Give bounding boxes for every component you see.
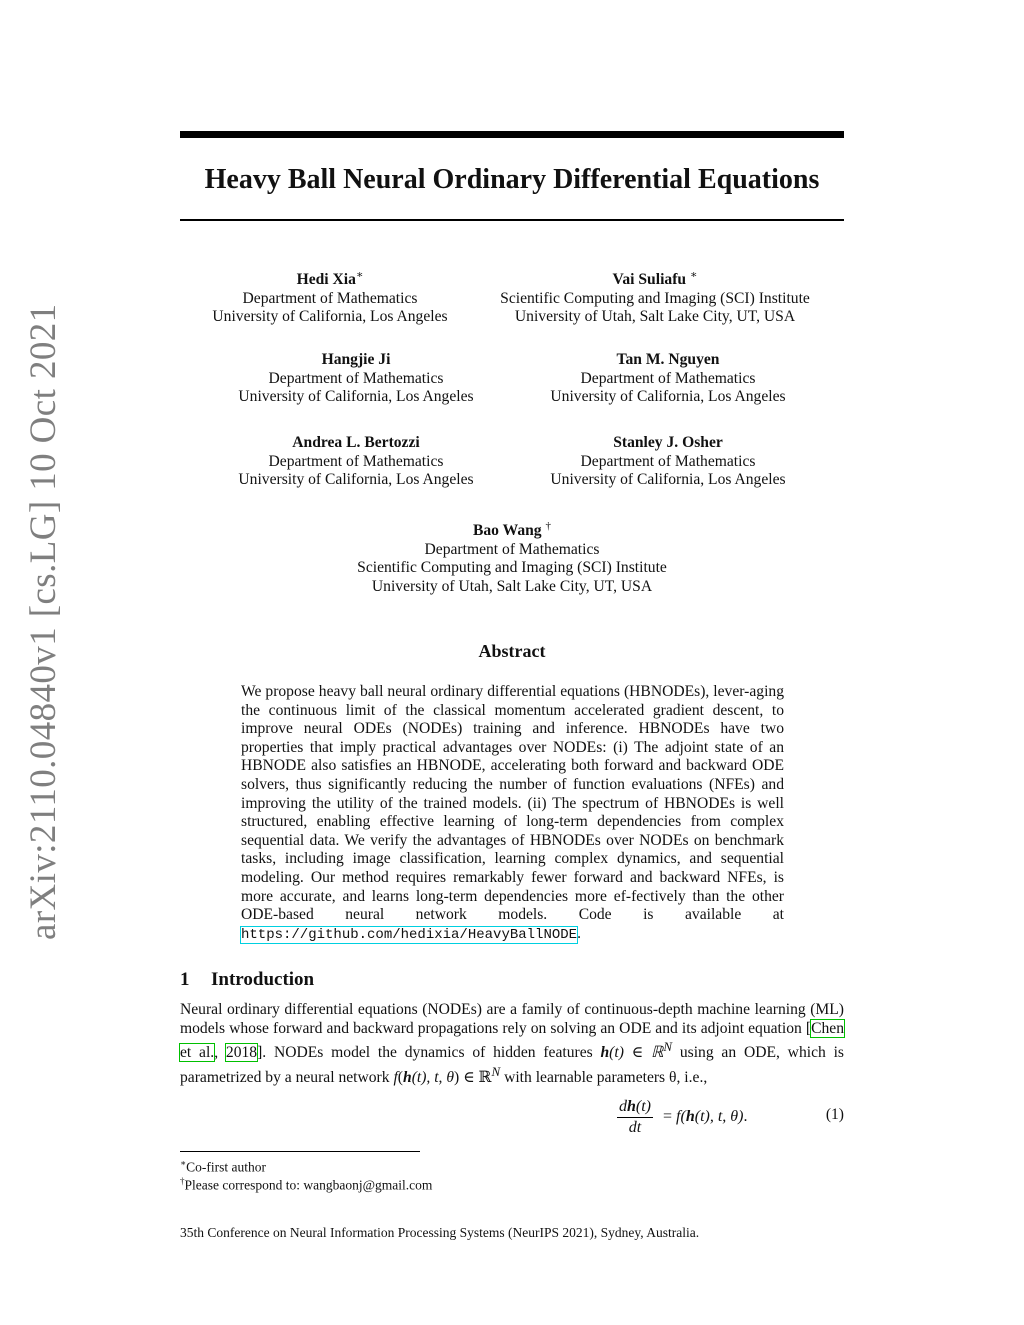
footnote-text: Please correspond to: wangbaonj@gmail.com [184,1177,433,1193]
author-dept-2: Scientific Computing and Imaging (SCI) Institute [357,559,667,577]
intro-paragraph: Neural ordinary differential equations (NODEs) are a family of continuous-depth machine learning (ML) models whose forward and backward propagations rely on solving an ODE and its adjoint equation [Chen et al., 2018]. NODEs model the dynamics of hidden features h(t) ∈ ℝ$^N$ using an ODE, which is parametrized by a neural network f(h(t), t, θ) ∈ ℝ$^N$ with learnable parameters θ, i.e., [180,1001,844,1087]
author-name: Bao Wang [472,522,542,540]
author-name: Andrea L. Bertozzi [292,434,420,451]
author-name: Hangjie Ji [321,351,391,368]
section-title: Introduction [211,969,315,990]
author-block-3 [206,351,506,407]
abstract-heading: Abstract [478,641,546,661]
math-inline: h(t) ∈ ℝ$^N$ [600,1039,673,1062]
title-top-rule [180,131,844,138]
arxiv-identifier-stamp: arXiv:2110.04840v1 [cs.LG] 10 Oct 2021 [23,303,64,940]
abstract-body: We propose heavy ball neural ordinary differential equations (HBNODEs), lever-aging the continuous limit of the classical momentum accelerated gradient descent, to improve neural ODEs (NODEs) training and inference. HBNODEs have two properties that imply practical advantages over NODEs: (i) The adjoint state of an HBNODE also satisfies an HBNODE, accelerating both forward and backward ODE solvers, thus significantly reducing the number of function evaluations (NFEs) and improving the utility of the trained models. (ii) The spectrum of HBNODEs is well structured, enabling effective learning of long-term dependencies from complex sequential data. We verify the advantages of HBNODEs over NODEs on benchmark tasks, including image classification, learning complex dynamics, and sequential modeling. Our method requires remarkably fewer forward and backward NFEs, is more accurate, and learns long-term dependencies more ef-fectively than the other ODE-based neural network models. Code is available at https://github.com/hedixia/HeavyBallNODE. [241,683,784,943]
author-name: Hedi Xia [296,271,356,289]
author-block-1 [180,266,480,327]
citation-year-link[interactable]: 2018 [225,1044,258,1062]
citation-link[interactable]: Chen et al. [180,1019,844,1062]
author-block-6 [518,434,818,490]
section-heading [180,968,314,992]
author-dept: Department of Mathematics [580,369,756,387]
author-name: Stanley J. Osher [613,434,723,451]
author-dept: Department of Mathematics [268,369,444,387]
author-dept: Department of Mathematics [268,452,444,470]
author-inst: University of Utah, Salt Lake City, UT, USA [514,308,796,326]
venue-line: 35th Conference on Neural Information Processing Systems (NeurIPS 2021), Sydney, Australia. [180,1225,700,1240]
intro-text: using an ODE, which is parametrized by a neural network [180,1044,844,1087]
author-dept: Department of Mathematics [242,289,418,307]
author-block-7 [330,517,694,596]
code-link[interactable]: https://github.com/hedixia/HeavyBallNODE [241,926,578,943]
author-inst: University of California, Los Angeles [550,388,786,405]
author-inst: University of California, Los Angeles [238,388,474,405]
author-mark: † [545,520,552,532]
section-number: 1 [180,969,190,990]
equation-math: $\frac{dh(t)}{dt}$ = f( h (t), t, θ) . [619,1097,748,1136]
footnote-text: Co-first author [186,1159,266,1175]
author-dept: Scientific Computing and Imaging (SCI) Institute [500,289,810,307]
equation-1 [180,1095,844,1139]
citation-separator: , [214,1044,226,1062]
author-mark: ∗ [355,269,364,281]
intro-text: with learnable parameters θ, i.e., [500,1069,708,1087]
author-name: Tan M. Nguyen [616,351,720,368]
footnote-rule [180,1151,420,1152]
footnote-2 [180,1173,432,1194]
author-inst: University of California, Los Angeles [212,308,448,326]
author-block-4 [518,351,818,407]
author-mark: ∗ [689,269,698,281]
math-inline: f [393,1069,398,1087]
author-dept: Department of Mathematics [424,540,600,558]
footnote-mark: ∗ [180,1158,187,1168]
author-inst: University of Utah, Salt Lake City, UT, USA [371,577,653,595]
author-block-2 [470,266,840,327]
footnote-mark: † [180,1176,185,1186]
author-inst: University of California, Los Angeles [238,471,474,488]
intro-text: Neural ordinary differential equations (NODEs) are a family of continuous-depth machine learning (ML) models whose forward and backward propagations rely on solving an ODE and its adjoint equation [ [180,1001,844,1037]
author-name: Vai Suliafu [612,271,687,289]
title-bottom-rule [180,219,844,221]
author-inst: University of California, Los Angeles [550,471,786,488]
intro-text: ]. NODEs model the dynamics of hidden features [257,1044,601,1062]
author-block-5 [206,434,506,490]
equation-number: (1) [825,1106,844,1123]
abstract-text: We propose heavy ball neural ordinary differential equations (HBNODEs), lever-aging the continuous limit of the classical momentum accelerated gradient descent, to improve neural ODEs (NODEs) training and inference. HBNODEs have two properties that imply practical advantages over NODEs: (i) The adjoint state of an HBNODE also satisfies an HBNODE, accelerating both forward and backward ODE solvers, thus significantly reducing the number of function evaluations (NFEs) and improving the utility of the trained models. (ii) The spectrum of HBNODEs is well structured, enabling effective learning of long-term dependencies from complex sequential data. We verify the advantages of HBNODEs over NODEs on benchmark tasks, including image classification, learning complex dynamics, and sequential modeling. Our method requires remarkably fewer forward and backward NFEs, is more accurate, and learns long-term dependencies more ef-fectively than the other ODE-based neural network models. Code is available at [241,683,784,924]
paper-title: Heavy Ball Neural Ordinary Differential Equations [204,164,820,195]
author-dept: Department of Mathematics [580,452,756,470]
